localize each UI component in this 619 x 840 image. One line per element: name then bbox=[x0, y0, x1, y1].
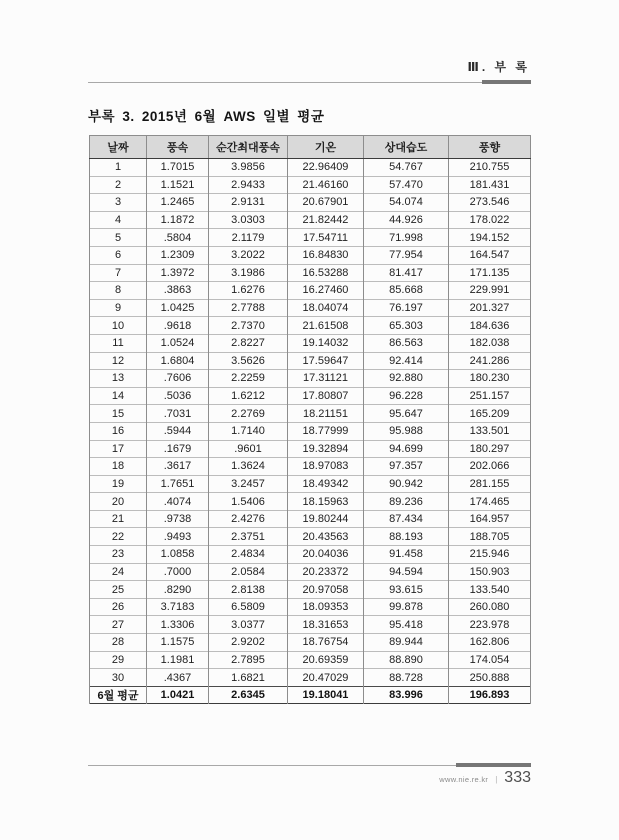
table-header-row bbox=[90, 136, 531, 159]
table-cell: 2.7370 bbox=[209, 317, 288, 335]
table-cell: 1.6276 bbox=[209, 282, 288, 300]
table-row bbox=[90, 405, 531, 423]
table-cell: 18.97083 bbox=[288, 458, 364, 476]
table-cell: 2.4276 bbox=[209, 510, 288, 528]
table-row bbox=[90, 370, 531, 388]
table-cell: 3.5626 bbox=[209, 352, 288, 370]
table-cell: 3.1986 bbox=[209, 264, 288, 282]
table-cell: 2.9433 bbox=[209, 176, 288, 194]
table-cell: 2 bbox=[90, 176, 147, 194]
table-cell: 9 bbox=[90, 299, 147, 317]
table-body bbox=[90, 159, 531, 704]
table-cell: 76.197 bbox=[364, 299, 449, 317]
table-cell: .3863 bbox=[147, 282, 209, 300]
table-cell: 2.8138 bbox=[209, 581, 288, 599]
table-cell: 23 bbox=[90, 546, 147, 564]
table-cell: 3.7183 bbox=[147, 598, 209, 616]
footer-site-url: www.nie.re.kr bbox=[439, 775, 489, 784]
table-cell: 7 bbox=[90, 264, 147, 282]
table-cell: 1.1575 bbox=[147, 634, 209, 652]
table-cell: 22.96409 bbox=[288, 159, 364, 177]
table-cell: 8 bbox=[90, 282, 147, 300]
table-cell: 180.297 bbox=[449, 440, 531, 458]
table-row bbox=[90, 563, 531, 581]
footer-page-number: 333 bbox=[504, 769, 531, 786]
table-cell: 1.5406 bbox=[209, 493, 288, 511]
table-cell: 16.53288 bbox=[288, 264, 364, 282]
table-cell: 3 bbox=[90, 194, 147, 212]
table-cell: 94.594 bbox=[364, 563, 449, 581]
table-cell: 16.27460 bbox=[288, 282, 364, 300]
table-cell: 17.54711 bbox=[288, 229, 364, 247]
table-cell: 54.767 bbox=[364, 159, 449, 177]
table-cell: 12 bbox=[90, 352, 147, 370]
table-cell: 174.465 bbox=[449, 493, 531, 511]
table-cell: 18.49342 bbox=[288, 475, 364, 493]
footer-separator: | bbox=[495, 775, 498, 784]
table-cell: 95.418 bbox=[364, 616, 449, 634]
table-cell: 20.69359 bbox=[288, 651, 364, 669]
table-cell: 19.32894 bbox=[288, 440, 364, 458]
table-header bbox=[90, 136, 531, 159]
table-cell: 2.7788 bbox=[209, 299, 288, 317]
table-cell: 30 bbox=[90, 669, 147, 687]
table-cell: 1.7015 bbox=[147, 159, 209, 177]
table-cell: .5036 bbox=[147, 387, 209, 405]
table-row bbox=[90, 581, 531, 599]
table-cell: 1.6804 bbox=[147, 352, 209, 370]
table-cell: 178.022 bbox=[449, 211, 531, 229]
table-row bbox=[90, 299, 531, 317]
table-cell: 165.209 bbox=[449, 405, 531, 423]
table-cell: 96.228 bbox=[364, 387, 449, 405]
column-header-wind-direction: 풍향 bbox=[449, 136, 531, 159]
table-cell: 57.470 bbox=[364, 176, 449, 194]
table-cell: 1.3306 bbox=[147, 616, 209, 634]
column-header-max-gust: 순간최대풍속 bbox=[209, 136, 288, 159]
table-cell: 2.8227 bbox=[209, 334, 288, 352]
table-cell: 133.540 bbox=[449, 581, 531, 599]
table-cell: 18.15963 bbox=[288, 493, 364, 511]
table-cell: 93.615 bbox=[364, 581, 449, 599]
table-cell: .9493 bbox=[147, 528, 209, 546]
table-cell: 95.988 bbox=[364, 422, 449, 440]
table-cell: 18.09353 bbox=[288, 598, 364, 616]
table-cell: 81.417 bbox=[364, 264, 449, 282]
table-cell: 133.501 bbox=[449, 422, 531, 440]
table-cell: 13 bbox=[90, 370, 147, 388]
header-rule bbox=[88, 82, 531, 83]
table-cell: 20.67901 bbox=[288, 194, 364, 212]
table-cell: .4074 bbox=[147, 493, 209, 511]
table-row bbox=[90, 669, 531, 687]
table-cell: 94.699 bbox=[364, 440, 449, 458]
table-cell: 184.636 bbox=[449, 317, 531, 335]
table-cell: 150.903 bbox=[449, 563, 531, 581]
table-cell: 229.991 bbox=[449, 282, 531, 300]
table-cell: 92.414 bbox=[364, 352, 449, 370]
table-cell: 1.0858 bbox=[147, 546, 209, 564]
table-cell: 1.3972 bbox=[147, 264, 209, 282]
table-cell: 164.957 bbox=[449, 510, 531, 528]
table-cell: .9601 bbox=[209, 440, 288, 458]
table-cell: 3.2457 bbox=[209, 475, 288, 493]
table-cell: 20.47029 bbox=[288, 669, 364, 687]
table-cell: .1679 bbox=[147, 440, 209, 458]
table-cell: 21.82442 bbox=[288, 211, 364, 229]
table-cell: 1.0421 bbox=[147, 686, 209, 704]
table-cell: 18.21151 bbox=[288, 405, 364, 423]
table-cell: .9618 bbox=[147, 317, 209, 335]
table-cell: 273.546 bbox=[449, 194, 531, 212]
table-cell: 17.59647 bbox=[288, 352, 364, 370]
table-cell: .7606 bbox=[147, 370, 209, 388]
table-cell: 6월 평균 bbox=[90, 686, 147, 704]
table-cell: 18.04074 bbox=[288, 299, 364, 317]
footer bbox=[439, 769, 531, 787]
table-cell: 54.074 bbox=[364, 194, 449, 212]
table-cell: 194.152 bbox=[449, 229, 531, 247]
table-cell: 1.6212 bbox=[209, 387, 288, 405]
table-row bbox=[90, 264, 531, 282]
table-row bbox=[90, 422, 531, 440]
table-cell: 16 bbox=[90, 422, 147, 440]
table-cell: .7000 bbox=[147, 563, 209, 581]
table-cell: 88.193 bbox=[364, 528, 449, 546]
footer-rule-accent bbox=[456, 763, 531, 767]
table-cell: 182.038 bbox=[449, 334, 531, 352]
table-cell: 2.1179 bbox=[209, 229, 288, 247]
aws-daily-average-table bbox=[89, 135, 531, 704]
table-cell: 99.878 bbox=[364, 598, 449, 616]
table-row bbox=[90, 475, 531, 493]
table-cell: 1.3624 bbox=[209, 458, 288, 476]
table-cell: 18.76754 bbox=[288, 634, 364, 652]
table-cell: 17.80807 bbox=[288, 387, 364, 405]
table-cell: 2.3751 bbox=[209, 528, 288, 546]
table-row bbox=[90, 176, 531, 194]
table-cell: 2.9202 bbox=[209, 634, 288, 652]
table-row bbox=[90, 246, 531, 264]
table-row bbox=[90, 546, 531, 564]
table-row bbox=[90, 510, 531, 528]
table-cell: 2.0584 bbox=[209, 563, 288, 581]
table-row bbox=[90, 282, 531, 300]
table-row bbox=[90, 616, 531, 634]
table-cell: 1.7140 bbox=[209, 422, 288, 440]
table-row bbox=[90, 317, 531, 335]
table-cell: 25 bbox=[90, 581, 147, 599]
table-cell: 29 bbox=[90, 651, 147, 669]
table-cell: 26 bbox=[90, 598, 147, 616]
column-header-temperature: 기온 bbox=[288, 136, 364, 159]
table-cell: 14 bbox=[90, 387, 147, 405]
table-row bbox=[90, 211, 531, 229]
table-cell: 251.157 bbox=[449, 387, 531, 405]
table-cell: 88.890 bbox=[364, 651, 449, 669]
table-cell: 250.888 bbox=[449, 669, 531, 687]
table-cell: 1.7651 bbox=[147, 475, 209, 493]
table-cell: 19.18041 bbox=[288, 686, 364, 704]
table-cell: 2.2769 bbox=[209, 405, 288, 423]
table-cell: 77.954 bbox=[364, 246, 449, 264]
table-cell: 87.434 bbox=[364, 510, 449, 528]
table-cell: 4 bbox=[90, 211, 147, 229]
column-header-humidity: 상대습도 bbox=[364, 136, 449, 159]
table-cell: 20.04036 bbox=[288, 546, 364, 564]
column-header-wind-speed: 풍속 bbox=[147, 136, 209, 159]
table-cell: .3617 bbox=[147, 458, 209, 476]
table-cell: 202.066 bbox=[449, 458, 531, 476]
table-cell: 215.946 bbox=[449, 546, 531, 564]
table-cell: 83.996 bbox=[364, 686, 449, 704]
table-cell: 27 bbox=[90, 616, 147, 634]
table-cell: 19.14032 bbox=[288, 334, 364, 352]
table-cell: 20.97058 bbox=[288, 581, 364, 599]
table-row bbox=[90, 229, 531, 247]
table-row bbox=[90, 528, 531, 546]
table-cell: 210.755 bbox=[449, 159, 531, 177]
table-cell: 6 bbox=[90, 246, 147, 264]
table-cell: 1.0425 bbox=[147, 299, 209, 317]
table-cell: 171.135 bbox=[449, 264, 531, 282]
table-row bbox=[90, 352, 531, 370]
table-cell: .4367 bbox=[147, 669, 209, 687]
table-row bbox=[90, 598, 531, 616]
table-average-row bbox=[90, 686, 531, 704]
table-cell: 17 bbox=[90, 440, 147, 458]
table-cell: 3.0303 bbox=[209, 211, 288, 229]
table-cell: 20.23372 bbox=[288, 563, 364, 581]
table-row bbox=[90, 159, 531, 177]
table-cell: 71.998 bbox=[364, 229, 449, 247]
table-cell: 20 bbox=[90, 493, 147, 511]
table-row bbox=[90, 387, 531, 405]
table-cell: 1.6821 bbox=[209, 669, 288, 687]
section-header-label: Ⅲ. 부 록 bbox=[467, 60, 530, 74]
table-cell: 88.728 bbox=[364, 669, 449, 687]
table-cell: 3.0377 bbox=[209, 616, 288, 634]
table-cell: 201.327 bbox=[449, 299, 531, 317]
table-cell: .5804 bbox=[147, 229, 209, 247]
table-cell: 15 bbox=[90, 405, 147, 423]
table-cell: 1.2465 bbox=[147, 194, 209, 212]
table-cell: 20.43563 bbox=[288, 528, 364, 546]
table-cell: 3.9856 bbox=[209, 159, 288, 177]
table-cell: 2.2259 bbox=[209, 370, 288, 388]
table-cell: 86.563 bbox=[364, 334, 449, 352]
table-cell: 2.4834 bbox=[209, 546, 288, 564]
table-cell: 223.978 bbox=[449, 616, 531, 634]
table-cell: 1.0524 bbox=[147, 334, 209, 352]
table-cell: 95.647 bbox=[364, 405, 449, 423]
table-cell: 65.303 bbox=[364, 317, 449, 335]
table-cell: 188.705 bbox=[449, 528, 531, 546]
table-row bbox=[90, 334, 531, 352]
table-cell: .5944 bbox=[147, 422, 209, 440]
table-cell: 6.5809 bbox=[209, 598, 288, 616]
table-cell: 22 bbox=[90, 528, 147, 546]
table-cell: 2.7895 bbox=[209, 651, 288, 669]
table-cell: 85.668 bbox=[364, 282, 449, 300]
table-cell: 2.6345 bbox=[209, 686, 288, 704]
table-cell: 91.458 bbox=[364, 546, 449, 564]
table-cell: 2.9131 bbox=[209, 194, 288, 212]
table-cell: 162.806 bbox=[449, 634, 531, 652]
table-cell: 18.31653 bbox=[288, 616, 364, 634]
page-title: 부록 3. 2015년 6월 AWS 일별 평균 bbox=[88, 109, 325, 124]
table-cell: 3.2022 bbox=[209, 246, 288, 264]
table-cell: 28 bbox=[90, 634, 147, 652]
table-row bbox=[90, 493, 531, 511]
table-row bbox=[90, 634, 531, 652]
table-cell: 92.880 bbox=[364, 370, 449, 388]
table-cell: 24 bbox=[90, 563, 147, 581]
table-cell: 281.155 bbox=[449, 475, 531, 493]
table-cell: 97.357 bbox=[364, 458, 449, 476]
table-cell: 11 bbox=[90, 334, 147, 352]
table-cell: 44.926 bbox=[364, 211, 449, 229]
table-cell: 260.080 bbox=[449, 598, 531, 616]
table-cell: 5 bbox=[90, 229, 147, 247]
table-row bbox=[90, 194, 531, 212]
header-rule-accent bbox=[482, 80, 531, 84]
table-row bbox=[90, 651, 531, 669]
table-cell: 241.286 bbox=[449, 352, 531, 370]
table-cell: .8290 bbox=[147, 581, 209, 599]
table-cell: 1.2309 bbox=[147, 246, 209, 264]
table-row bbox=[90, 458, 531, 476]
table-cell: 21.61508 bbox=[288, 317, 364, 335]
table-cell: 18 bbox=[90, 458, 147, 476]
table-cell: 196.893 bbox=[449, 686, 531, 704]
table-cell: 181.431 bbox=[449, 176, 531, 194]
table-cell: 1.1872 bbox=[147, 211, 209, 229]
table-cell: 1 bbox=[90, 159, 147, 177]
table-row bbox=[90, 440, 531, 458]
column-header-date: 날짜 bbox=[90, 136, 147, 159]
table-cell: .7031 bbox=[147, 405, 209, 423]
table-cell: 21.46160 bbox=[288, 176, 364, 194]
table-cell: 21 bbox=[90, 510, 147, 528]
table-cell: 89.944 bbox=[364, 634, 449, 652]
table-cell: .9738 bbox=[147, 510, 209, 528]
table-cell: 16.84830 bbox=[288, 246, 364, 264]
table-cell: 180.230 bbox=[449, 370, 531, 388]
table-cell: 174.054 bbox=[449, 651, 531, 669]
table-cell: 89.236 bbox=[364, 493, 449, 511]
table-cell: 164.547 bbox=[449, 246, 531, 264]
table-cell: 18.77999 bbox=[288, 422, 364, 440]
table-cell: 17.31121 bbox=[288, 370, 364, 388]
table-cell: 1.1521 bbox=[147, 176, 209, 194]
table-cell: 10 bbox=[90, 317, 147, 335]
table-cell: 90.942 bbox=[364, 475, 449, 493]
table-cell: 19 bbox=[90, 475, 147, 493]
table-cell: 1.1981 bbox=[147, 651, 209, 669]
table-cell: 19.80244 bbox=[288, 510, 364, 528]
